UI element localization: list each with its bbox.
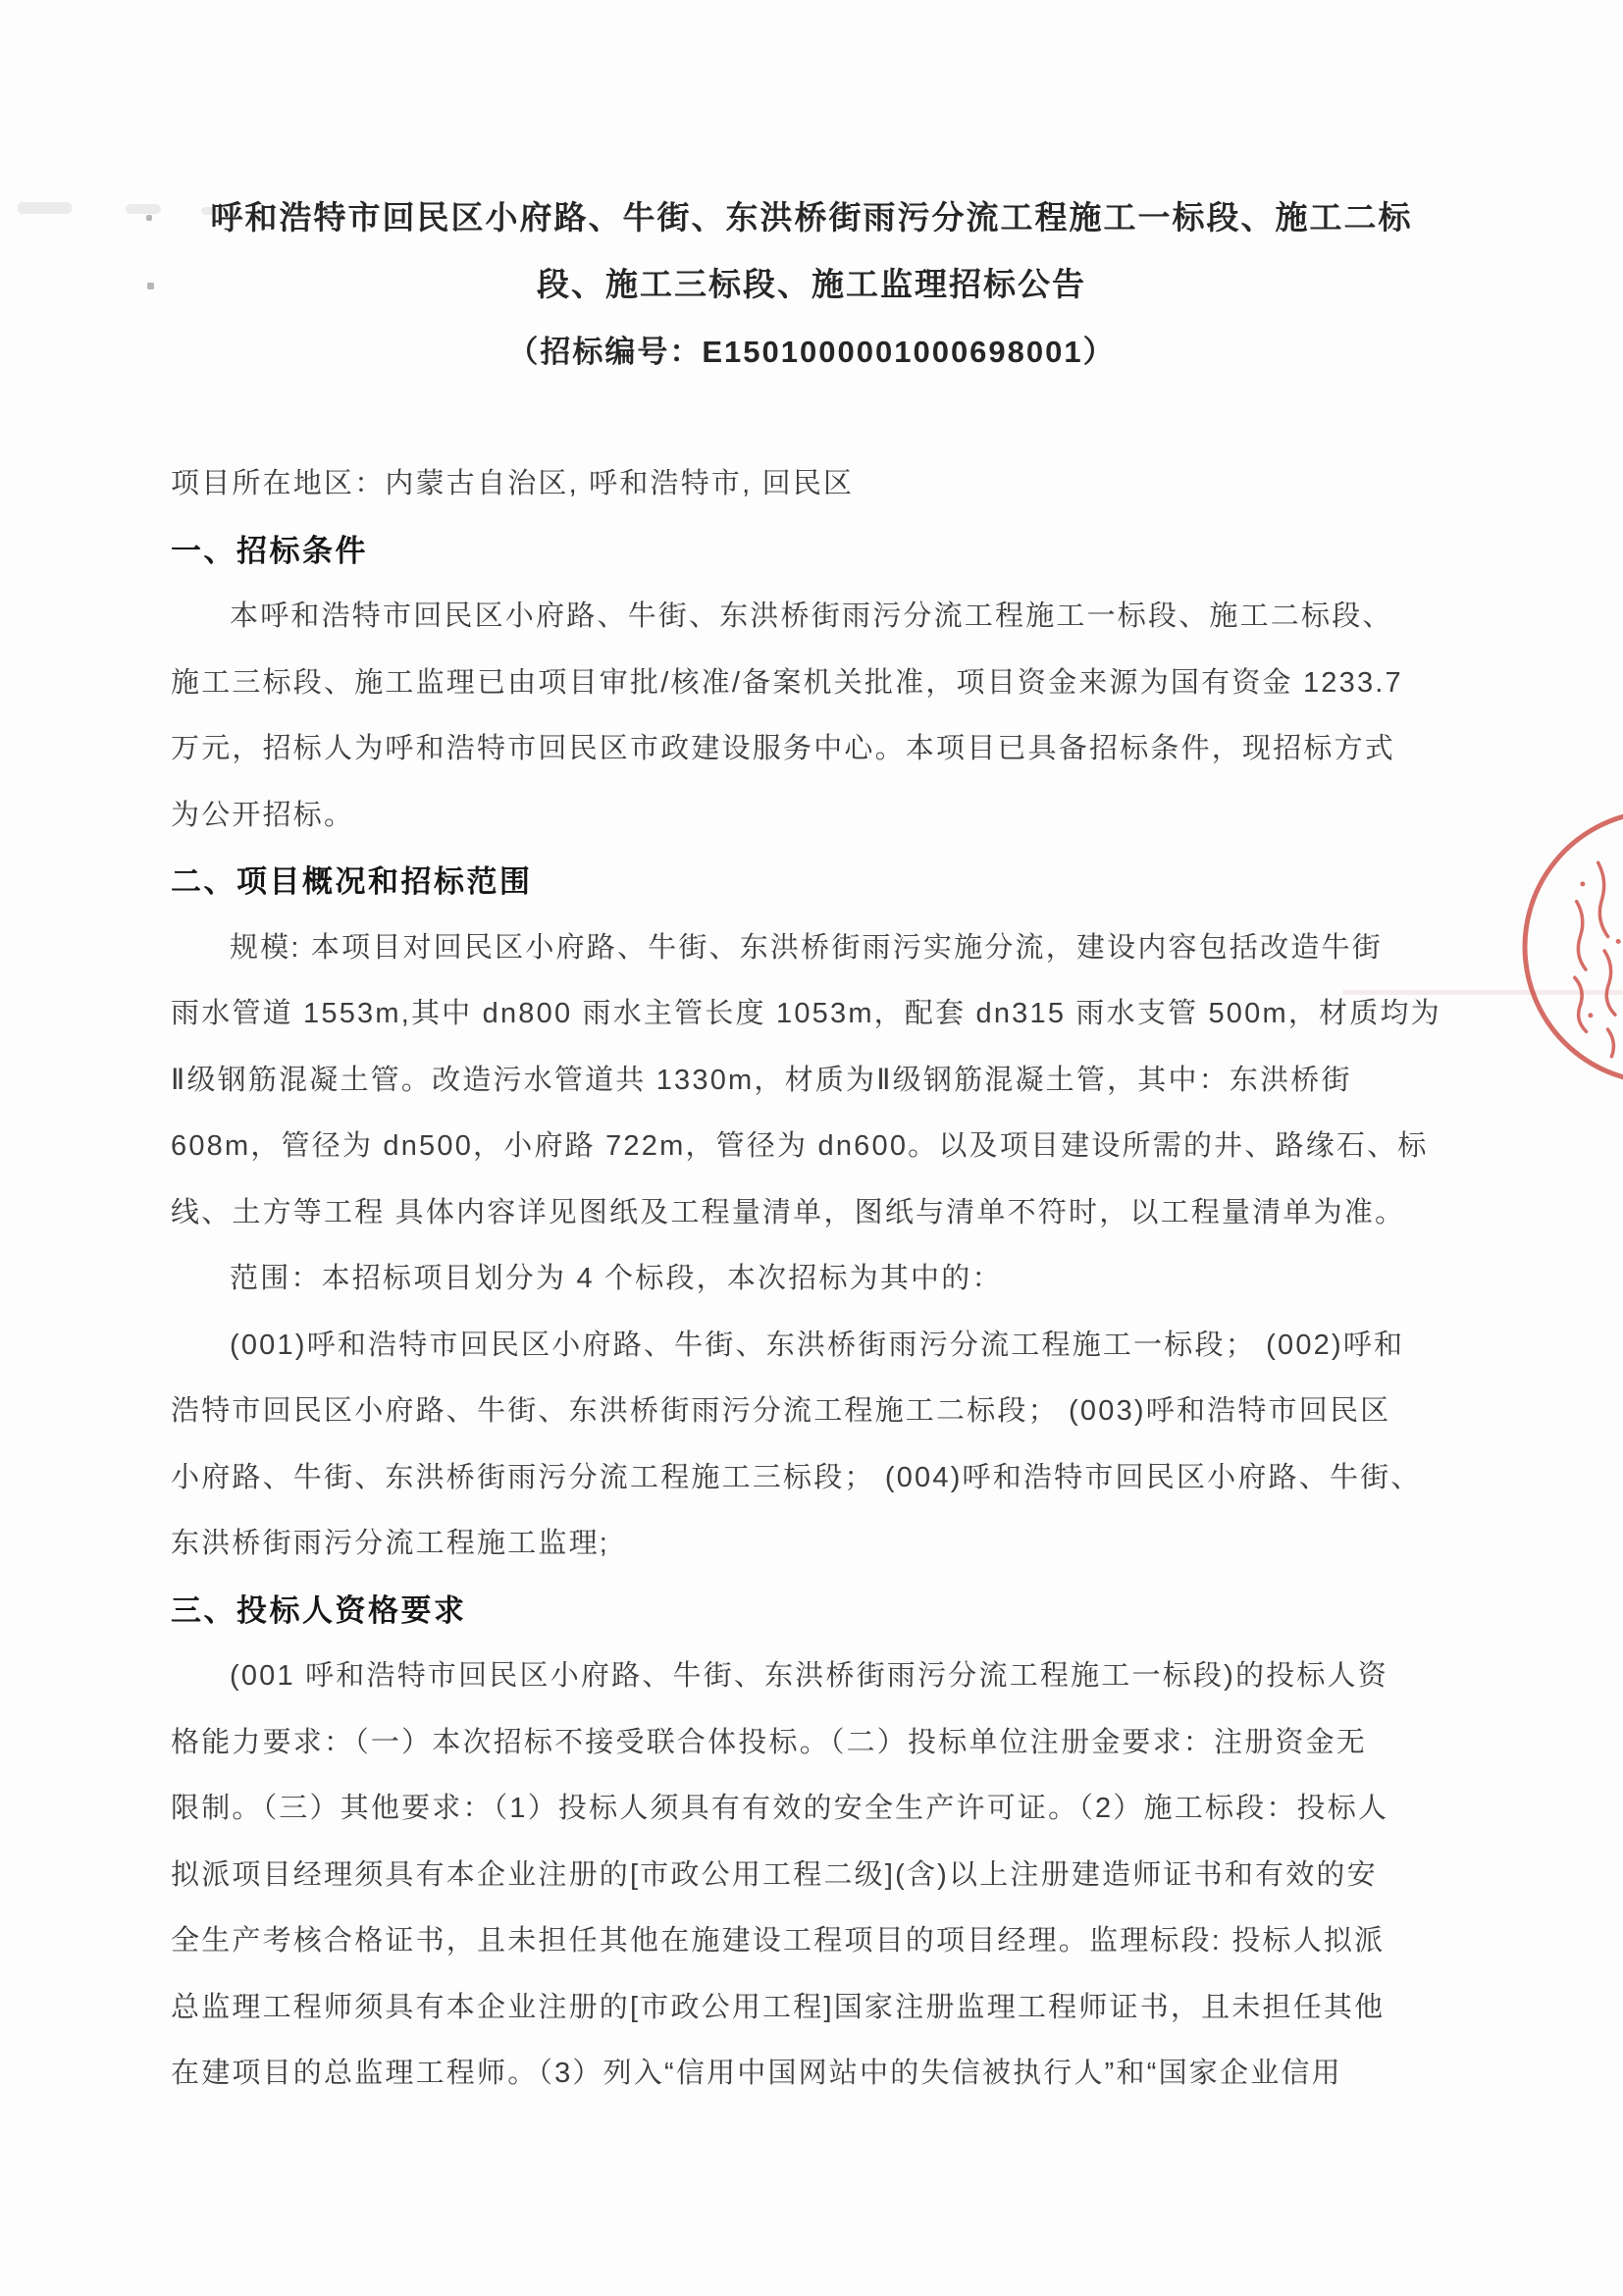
text-line: 线、土方等工程 具体内容详见图纸及工程量清单，图纸与清单不符时，以工程量清单为准。 xyxy=(171,1196,1406,1228)
text-line: (001 呼和浩特市回民区小府路、牛街、东洪桥街雨污分流工程施工一标段)的投标人资 xyxy=(230,1660,1388,1692)
text-line: 在建项目的总监理工程师。（3）列入“信用中国网站中的失信被执行人”和“国家企业信用 xyxy=(171,2058,1342,2089)
project-location: 项目所在地区：内蒙古自治区, 呼和浩特市, 回民区 xyxy=(171,468,855,499)
paragraph-scale xyxy=(171,915,1468,1247)
official-seal xyxy=(1435,800,1623,1104)
text-line: 本呼和浩特市回民区小府路、牛街、东洪桥街雨污分流工程施工一标段、施工二标段、 xyxy=(230,600,1393,632)
text-line: 总监理工程师须具有本企业注册的[市政公用工程]国家注册监理工程师证书，且未担任其他 xyxy=(171,1991,1386,2023)
text-line: 608m，管径为 dn500，小府路 722m，管径为 dn600。以及项目建设所需的井、路缘石、标 xyxy=(171,1130,1429,1162)
text-line: 呼和浩特市回民区小府路、牛街、东洪桥街雨污分流工程施工一标段、施工二标 xyxy=(210,199,1413,235)
text-line: 限制。（三）其他要求：（1）投标人须具有有效的安全生产许可证。（2）施工标段：投标人 xyxy=(171,1793,1389,1824)
text-line: 段、施工三标段、施工监理招标公告 xyxy=(537,266,1086,302)
text-line: Ⅱ级钢筋混凝土管。改造污水管道共 1330m，材质为Ⅱ级钢筋混凝土管，其中：东洪桥街 xyxy=(171,1064,1352,1096)
text-line: 规模: 本项目对回民区小府路、牛街、东洪桥街雨污实施分流，建设内容包括改造牛街 xyxy=(230,931,1383,964)
tender-number: （招标编号：E1501000001000698001） xyxy=(507,335,1116,369)
text-line: (001)呼和浩特市回民区小府路、牛街、东洪桥街雨污分流工程施工一标段； (002)呼和 xyxy=(230,1329,1405,1361)
section-heading-3: 三、投标人资格要求 xyxy=(171,1592,467,1628)
text-line: 全生产考核合格证书，且未担任其他在施建设工程项目的项目经理。监理标段: 投标人拟派 xyxy=(171,1925,1386,1957)
text-line: 雨水管道 1553m,其中 dn800 雨水主管长度 1053m，配套 dn315 雨水支管 500m，材质均为 xyxy=(171,998,1441,1029)
paragraph-qualifications xyxy=(171,1644,1468,2108)
paragraph-scope xyxy=(171,1246,1468,1313)
paragraph-lots xyxy=(171,1313,1468,1578)
document-title xyxy=(0,184,1623,318)
document-body xyxy=(171,451,1468,2108)
text-line: 东洪桥街雨污分流工程施工监理; xyxy=(171,1528,610,1559)
paragraph-tender-conditions xyxy=(171,584,1468,849)
text-line: 万元，招标人为呼和浩特市回民区市政建设服务中心。本项目已具备招标条件，现招标方式 xyxy=(171,733,1396,764)
text-line: 浩特市回民区小府路、牛街、东洪桥街雨污分流工程施工二标段； (003)呼和浩特市回民区 xyxy=(171,1395,1391,1427)
text-line: 小府路、牛街、东洪桥街雨污分流工程施工三标段； (004)呼和浩特市回民区小府路、牛街、 xyxy=(171,1461,1422,1493)
text-line: 拟派项目经理须具有本企业注册的[市政公用工程二级](含)以上注册建造师证书和有效的安 xyxy=(171,1858,1378,1891)
text-line: 施工三标段、施工监理已由项目审批/核准/备案机关批准，项目资金来源为国有资金 1233.7 xyxy=(171,666,1403,699)
text-line: 为公开招标。 xyxy=(171,799,355,831)
text-line: 格能力要求：（一）本次招标不接受联合体投标。（二）投标单位注册金要求：注册资金无 xyxy=(171,1726,1368,1758)
section-heading-2: 二、项目概况和招标范围 xyxy=(171,864,533,899)
section-heading-1: 一、招标条件 xyxy=(171,533,368,568)
text-line: 范围：本招标项目划分为 4 个标段，本次招标为其中的： xyxy=(230,1263,1003,1294)
